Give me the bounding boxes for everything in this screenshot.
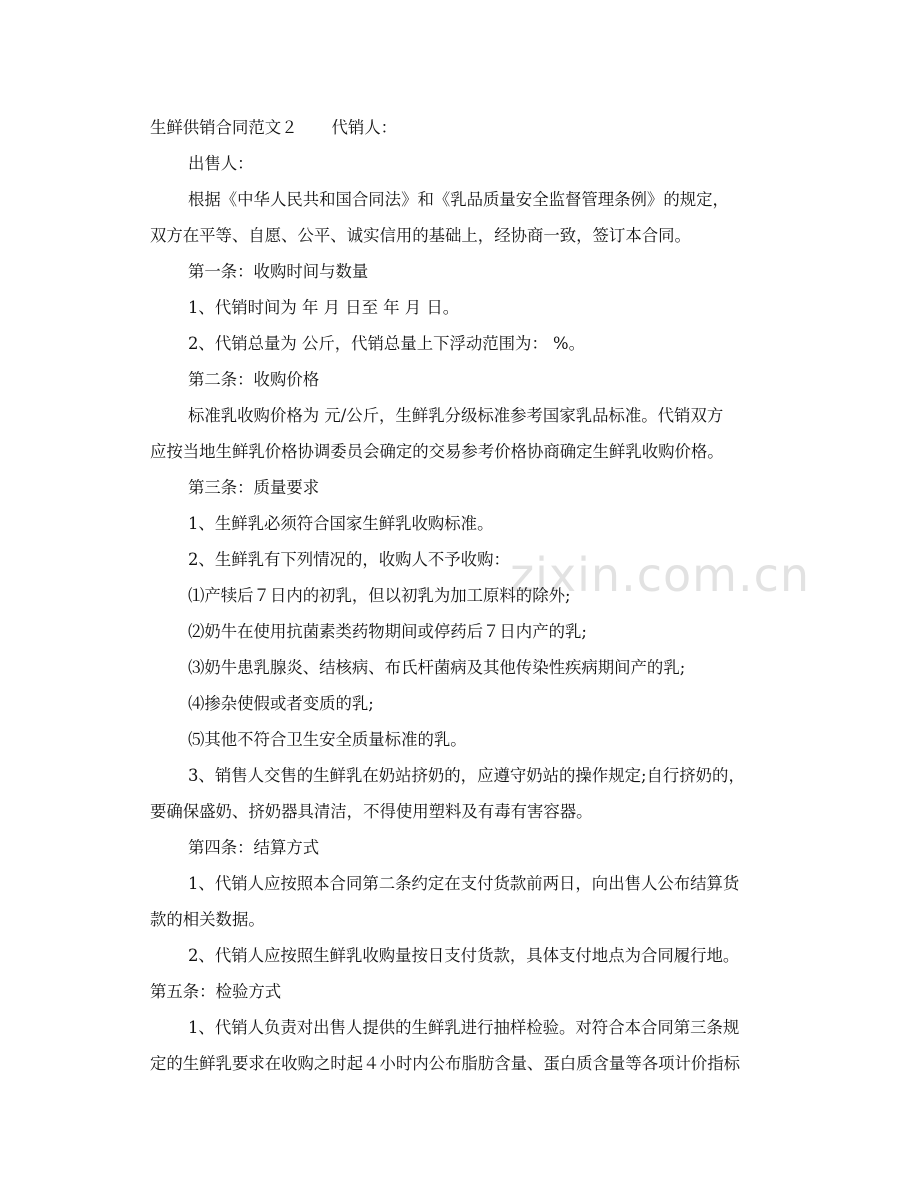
article-3-subitem-5: ⑸其他不符合卫生安全质量标准的乳。: [188, 730, 467, 749]
document-title: 生鲜供销合同范文２: [150, 118, 298, 137]
article-4-item-2: 2、代销人应按照生鲜乳收购量按日支付货款，具体支付地点为合同履行地。: [188, 946, 740, 965]
article-4-item-1-line-1: 1、代销人应按照本合同第二条约定在支付货款前两日，向出售人公布结算货: [188, 874, 740, 893]
article-3-heading: 第三条：质量要求: [188, 478, 320, 497]
article-3-item-3-line-2: 要确保盛奶、挤奶器具清洁，不得使用塑料及有毒有害容器。: [150, 802, 593, 821]
article-3-item-1: 1、生鲜乳必须符合国家生鲜乳收购标准。: [188, 514, 494, 533]
article-3-item-2: 2、生鲜乳有下列情况的，收购人不予收购：: [188, 550, 510, 569]
article-3-subitem-4: ⑷掺杂使假或者变质的乳;: [188, 694, 374, 713]
watermark-text: zixin.com.cn: [510, 548, 811, 602]
title-line: [150, 117, 397, 139]
article-2-heading: 第二条：收购价格: [188, 370, 320, 389]
article-2-line-2: 应按当地生鲜乳价格协调委员会确定的交易参考价格协商确定生鲜乳收购价格。: [150, 442, 724, 461]
article-3-subitem-2: ⑵奶牛在使用抗菌素类药物期间或停药后７日内产的乳;: [188, 622, 587, 641]
article-3-item-3-line-1: 3、销售人交售的生鲜乳在奶站挤奶的，应遵守奶站的操作规定;自行挤奶的，: [188, 766, 745, 785]
article-5-heading: 第五条：检验方式: [150, 982, 282, 1001]
article-2-line-1: 标准乳收购价格为 元/公斤，生鲜乳分级标准参考国家乳品标准。代销双方: [188, 406, 724, 425]
article-1-item-1: 1、代销时间为 年 月 日至 年 月 日。: [188, 298, 460, 317]
preamble-line-1: 根据《中华人民共和国合同法》和《乳品质量安全监督管理条例》的规定，: [188, 190, 729, 209]
seller-label: 出售人：: [188, 154, 254, 173]
article-3-subitem-1: ⑴产犊后７日内的初乳，但以初乳为加工原料的除外;: [188, 586, 571, 605]
article-1-heading: 第一条：收购时间与数量: [188, 262, 369, 281]
article-4-item-1-line-2: 款的相关数据。: [150, 910, 265, 929]
article-4-heading: 第四条：结算方式: [188, 838, 320, 857]
article-1-item-2: 2、代销总量为 公斤，代销总量上下浮动范围为： %。: [188, 334, 586, 353]
article-5-item-1-line-2: 定的生鲜乳要求在收购之时起４小时内公布脂肪含量、蛋白质含量等各项计价指标: [150, 1054, 741, 1073]
agent-label: 代销人：: [331, 118, 398, 137]
article-3-subitem-3: ⑶奶牛患乳腺炎、结核病、布氏杆菌病及其他传染性疾病期间产的乳;: [188, 658, 686, 677]
preamble-line-2: 双方在平等、自愿、公平、诚实信用的基础上，经协商一致，签订本合同。: [150, 226, 691, 245]
article-5-item-1-line-1: 1、代销人负责对出售人提供的生鲜乳进行抽样检验。对符合本合同第三条规: [188, 1018, 740, 1037]
